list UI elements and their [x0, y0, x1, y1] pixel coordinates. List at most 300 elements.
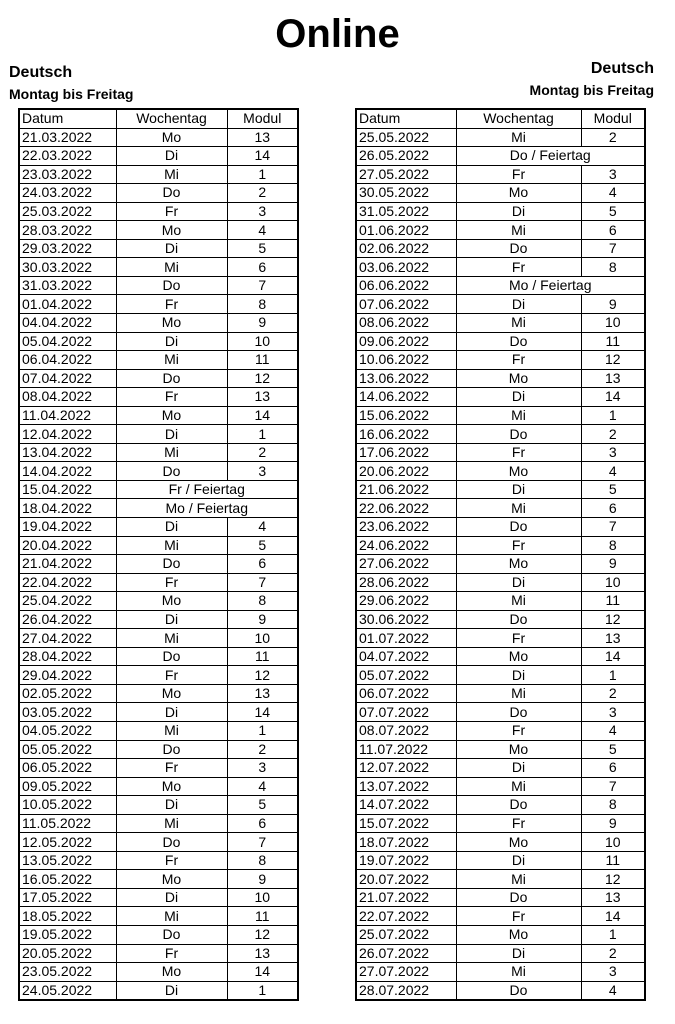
weekday-cell: Mo [456, 555, 581, 574]
right-header-days: Montag bis Freitag [529, 82, 654, 98]
date-cell: 18.07.2022 [356, 833, 456, 852]
column-header-date: Datum [356, 109, 456, 128]
date-cell: 14.04.2022 [19, 462, 116, 481]
date-cell: 26.07.2022 [356, 944, 456, 963]
date-cell: 27.05.2022 [356, 165, 456, 184]
table-row [356, 406, 645, 425]
date-cell: 19.05.2022 [19, 926, 116, 945]
weekday-cell: Mi [456, 313, 581, 332]
table-row [356, 239, 645, 258]
date-cell: 07.04.2022 [19, 369, 116, 388]
date-cell: 01.07.2022 [356, 629, 456, 648]
weekday-cell: Mo [456, 462, 581, 481]
weekday-cell: Mo [116, 313, 227, 332]
date-cell: 09.05.2022 [19, 777, 116, 796]
module-cell: 8 [227, 295, 298, 314]
table-header-row [356, 109, 645, 128]
table-row [19, 647, 298, 666]
date-cell: 29.03.2022 [19, 239, 116, 258]
table-row [19, 870, 298, 889]
weekday-cell: Mo [116, 128, 227, 147]
table-row [356, 888, 645, 907]
weekday-cell: Fr [456, 351, 581, 370]
table-row [19, 239, 298, 258]
date-cell: 22.03.2022 [19, 147, 116, 166]
module-cell: 4 [581, 981, 645, 1000]
table-row [19, 517, 298, 536]
date-cell: 23.03.2022 [19, 165, 116, 184]
weekday-cell: Do [456, 796, 581, 815]
module-cell: 6 [581, 499, 645, 518]
module-cell: 7 [227, 833, 298, 852]
weekday-cell: Fr [116, 944, 227, 963]
weekday-cell: Do [456, 981, 581, 1000]
table-row [356, 276, 645, 295]
table-row [356, 573, 645, 592]
table-row [356, 147, 645, 166]
table-row [356, 128, 645, 147]
date-cell: 20.04.2022 [19, 536, 116, 555]
date-cell: 25.04.2022 [19, 592, 116, 611]
module-cell: 14 [227, 703, 298, 722]
weekday-cell: Di [116, 425, 227, 444]
module-cell: 11 [227, 647, 298, 666]
module-cell: 12 [227, 369, 298, 388]
table-row [356, 517, 645, 536]
module-cell: 3 [581, 963, 645, 982]
module-cell: 12 [581, 610, 645, 629]
date-cell: 27.04.2022 [19, 629, 116, 648]
module-cell: 2 [227, 443, 298, 462]
holiday-cell: Mo / Feiertag [456, 276, 645, 295]
weekday-cell: Di [116, 147, 227, 166]
weekday-cell: Do [116, 740, 227, 759]
table-row [356, 963, 645, 982]
table-row [19, 814, 298, 833]
weekday-cell: Mi [456, 499, 581, 518]
module-cell: 10 [581, 833, 645, 852]
table-row [19, 777, 298, 796]
weekday-cell: Fr [456, 258, 581, 277]
table-row [356, 647, 645, 666]
weekday-cell: Fr [456, 629, 581, 648]
date-cell: 24.06.2022 [356, 536, 456, 555]
weekday-cell: Fr [116, 851, 227, 870]
date-cell: 19.04.2022 [19, 517, 116, 536]
date-cell: 20.05.2022 [19, 944, 116, 963]
weekday-cell: Do [456, 239, 581, 258]
date-cell: 21.07.2022 [356, 888, 456, 907]
date-cell: 10.06.2022 [356, 351, 456, 370]
weekday-cell: Fr [116, 388, 227, 407]
column-header-module: Modul [227, 109, 298, 128]
weekday-cell: Di [456, 851, 581, 870]
date-cell: 04.04.2022 [19, 313, 116, 332]
module-cell: 1 [227, 981, 298, 1000]
table-row [19, 796, 298, 815]
weekday-cell: Do [116, 462, 227, 481]
weekday-cell: Mi [116, 722, 227, 741]
date-cell: 20.07.2022 [356, 870, 456, 889]
weekday-cell: Mo [116, 406, 227, 425]
table-header-row [19, 109, 298, 128]
weekday-cell: Mi [116, 351, 227, 370]
module-cell: 9 [581, 295, 645, 314]
date-cell: 27.07.2022 [356, 963, 456, 982]
module-cell: 7 [227, 573, 298, 592]
date-cell: 17.06.2022 [356, 443, 456, 462]
date-cell: 20.06.2022 [356, 462, 456, 481]
module-cell: 13 [581, 888, 645, 907]
table-row [19, 555, 298, 574]
module-cell: 5 [581, 740, 645, 759]
weekday-cell: Mo [456, 369, 581, 388]
table-row [19, 703, 298, 722]
module-cell: 3 [581, 703, 645, 722]
table-row [19, 499, 298, 518]
weekday-cell: Do [116, 184, 227, 203]
weekday-cell: Di [116, 517, 227, 536]
weekday-cell: Do [116, 555, 227, 574]
table-row [19, 907, 298, 926]
module-cell: 5 [581, 480, 645, 499]
weekday-cell: Do [116, 369, 227, 388]
module-cell: 9 [581, 814, 645, 833]
date-cell: 26.05.2022 [356, 147, 456, 166]
date-cell: 13.04.2022 [19, 443, 116, 462]
table-row [356, 388, 645, 407]
table-row [356, 313, 645, 332]
module-cell: 12 [227, 926, 298, 945]
date-cell: 29.06.2022 [356, 592, 456, 611]
weekday-cell: Mi [116, 165, 227, 184]
weekday-cell: Do [116, 833, 227, 852]
date-cell: 12.04.2022 [19, 425, 116, 444]
module-cell: 1 [227, 722, 298, 741]
module-cell: 4 [581, 722, 645, 741]
weekday-cell: Do [456, 610, 581, 629]
table-row [19, 536, 298, 555]
date-cell: 10.05.2022 [19, 796, 116, 815]
date-cell: 15.04.2022 [19, 480, 116, 499]
module-cell: 11 [581, 332, 645, 351]
schedule-table-right [355, 108, 646, 1001]
date-cell: 08.07.2022 [356, 722, 456, 741]
table-row [19, 221, 298, 240]
module-cell: 1 [227, 425, 298, 444]
table-row [19, 480, 298, 499]
date-cell: 28.07.2022 [356, 981, 456, 1000]
weekday-cell: Mo [116, 870, 227, 889]
holiday-cell: Fr / Feiertag [116, 480, 298, 499]
date-cell: 22.07.2022 [356, 907, 456, 926]
table-row [19, 722, 298, 741]
weekday-cell: Mi [116, 443, 227, 462]
date-cell: 28.03.2022 [19, 221, 116, 240]
date-cell: 29.04.2022 [19, 666, 116, 685]
date-cell: 19.07.2022 [356, 851, 456, 870]
date-cell: 07.06.2022 [356, 295, 456, 314]
weekday-cell: Fr [456, 536, 581, 555]
weekday-cell: Mi [116, 258, 227, 277]
module-cell: 9 [227, 610, 298, 629]
date-cell: 09.06.2022 [356, 332, 456, 351]
date-cell: 16.06.2022 [356, 425, 456, 444]
date-cell: 11.07.2022 [356, 740, 456, 759]
weekday-cell: Fr [116, 666, 227, 685]
table-row [19, 851, 298, 870]
module-cell: 6 [227, 814, 298, 833]
date-cell: 03.06.2022 [356, 258, 456, 277]
date-cell: 06.05.2022 [19, 759, 116, 778]
table-row [19, 165, 298, 184]
weekday-cell: Mo [116, 963, 227, 982]
module-cell: 5 [581, 202, 645, 221]
weekday-cell: Mo [456, 740, 581, 759]
weekday-cell: Mi [116, 814, 227, 833]
module-cell: 3 [227, 202, 298, 221]
module-cell: 1 [581, 406, 645, 425]
column-header-weekday: Wochentag [116, 109, 227, 128]
column-header-weekday: Wochentag [456, 109, 581, 128]
table-row [356, 759, 645, 778]
date-cell: 02.05.2022 [19, 684, 116, 703]
module-cell: 8 [227, 592, 298, 611]
table-row [19, 258, 298, 277]
table-row [356, 814, 645, 833]
date-cell: 25.03.2022 [19, 202, 116, 221]
table-row [356, 202, 645, 221]
table-row [19, 944, 298, 963]
table-row [19, 629, 298, 648]
table-row [356, 722, 645, 741]
weekday-cell: Fr [456, 443, 581, 462]
table-row [19, 888, 298, 907]
date-cell: 23.06.2022 [356, 517, 456, 536]
holiday-cell: Do / Feiertag [456, 147, 645, 166]
date-cell: 30.06.2022 [356, 610, 456, 629]
weekday-cell: Mo [116, 777, 227, 796]
module-cell: 6 [581, 221, 645, 240]
weekday-cell: Mo [456, 926, 581, 945]
module-cell: 14 [227, 406, 298, 425]
column-header-date: Datum [19, 109, 116, 128]
module-cell: 8 [581, 258, 645, 277]
date-cell: 06.06.2022 [356, 276, 456, 295]
weekday-cell: Do [456, 888, 581, 907]
table-row [19, 610, 298, 629]
weekday-cell: Fr [116, 759, 227, 778]
weekday-cell: Di [456, 202, 581, 221]
date-cell: 26.04.2022 [19, 610, 116, 629]
date-cell: 15.06.2022 [356, 406, 456, 425]
date-cell: 18.05.2022 [19, 907, 116, 926]
module-cell: 8 [227, 851, 298, 870]
module-cell: 9 [227, 313, 298, 332]
module-cell: 1 [227, 165, 298, 184]
table-row [356, 351, 645, 370]
module-cell: 8 [581, 536, 645, 555]
table-row [19, 666, 298, 685]
date-cell: 08.06.2022 [356, 313, 456, 332]
weekday-cell: Di [456, 666, 581, 685]
module-cell: 10 [581, 573, 645, 592]
weekday-cell: Fr [116, 202, 227, 221]
date-cell: 16.05.2022 [19, 870, 116, 889]
module-cell: 7 [581, 517, 645, 536]
weekday-cell: Mi [116, 907, 227, 926]
table-row [356, 221, 645, 240]
date-cell: 21.06.2022 [356, 480, 456, 499]
table-row [19, 332, 298, 351]
table-row [19, 963, 298, 982]
module-cell: 5 [227, 239, 298, 258]
column-header-module: Modul [581, 109, 645, 128]
table-row [356, 870, 645, 889]
table-row [356, 184, 645, 203]
table-row [356, 332, 645, 351]
table-row [356, 369, 645, 388]
table-row [19, 369, 298, 388]
weekday-cell: Di [456, 573, 581, 592]
date-cell: 07.07.2022 [356, 703, 456, 722]
table-row [19, 388, 298, 407]
left-header [9, 63, 133, 103]
weekday-cell: Di [116, 332, 227, 351]
page-title: Online [275, 12, 400, 56]
weekday-cell: Mi [116, 536, 227, 555]
table-row [356, 907, 645, 926]
date-cell: 30.05.2022 [356, 184, 456, 203]
weekday-cell: Fr [456, 907, 581, 926]
module-cell: 2 [227, 740, 298, 759]
weekday-cell: Di [456, 944, 581, 963]
module-cell: 13 [227, 944, 298, 963]
date-cell: 02.06.2022 [356, 239, 456, 258]
right-header-language: Deutsch [590, 60, 654, 77]
weekday-cell: Mi [456, 128, 581, 147]
date-cell: 05.05.2022 [19, 740, 116, 759]
date-cell: 05.04.2022 [19, 332, 116, 351]
date-cell: 13.07.2022 [356, 777, 456, 796]
weekday-cell: Di [116, 981, 227, 1000]
module-cell: 5 [227, 796, 298, 815]
weekday-cell: Mo [116, 684, 227, 703]
weekday-cell: Do [456, 517, 581, 536]
date-cell: 28.04.2022 [19, 647, 116, 666]
table-row [19, 128, 298, 147]
weekday-cell: Mo [116, 221, 227, 240]
module-cell: 14 [581, 907, 645, 926]
table-row [19, 926, 298, 945]
date-cell: 12.07.2022 [356, 759, 456, 778]
weekday-cell: Mo [456, 833, 581, 852]
module-cell: 14 [581, 388, 645, 407]
schedule-table-left [18, 108, 299, 1001]
module-cell: 14 [227, 963, 298, 982]
module-cell: 10 [227, 888, 298, 907]
date-cell: 08.04.2022 [19, 388, 116, 407]
weekday-cell: Mi [456, 684, 581, 703]
weekday-cell: Di [456, 388, 581, 407]
table-row [356, 629, 645, 648]
weekday-cell: Di [456, 480, 581, 499]
module-cell: 12 [581, 351, 645, 370]
table-row [356, 777, 645, 796]
date-cell: 11.05.2022 [19, 814, 116, 833]
date-cell: 06.04.2022 [19, 351, 116, 370]
module-cell: 7 [227, 276, 298, 295]
table-row [19, 313, 298, 332]
weekday-cell: Mi [456, 221, 581, 240]
module-cell: 13 [227, 128, 298, 147]
weekday-cell: Mi [456, 963, 581, 982]
weekday-cell: Fr [456, 722, 581, 741]
table-row [356, 981, 645, 1000]
date-cell: 17.05.2022 [19, 888, 116, 907]
date-cell: 11.04.2022 [19, 406, 116, 425]
date-cell: 25.05.2022 [356, 128, 456, 147]
module-cell: 9 [227, 870, 298, 889]
module-cell: 2 [581, 425, 645, 444]
left-header-language: Deutsch [9, 64, 73, 81]
module-cell: 12 [227, 666, 298, 685]
module-cell: 10 [227, 629, 298, 648]
table-row [356, 165, 645, 184]
table-row [19, 443, 298, 462]
date-cell: 31.03.2022 [19, 276, 116, 295]
weekday-cell: Mi [456, 777, 581, 796]
module-cell: 3 [581, 165, 645, 184]
module-cell: 11 [581, 851, 645, 870]
table-row [356, 462, 645, 481]
date-cell: 01.06.2022 [356, 221, 456, 240]
date-cell: 14.06.2022 [356, 388, 456, 407]
module-cell: 8 [581, 796, 645, 815]
module-cell: 13 [227, 684, 298, 703]
weekday-cell: Di [116, 888, 227, 907]
weekday-cell: Fr [116, 573, 227, 592]
left-header-days: Montag bis Freitag [9, 86, 134, 102]
weekday-cell: Fr [456, 814, 581, 833]
module-cell: 5 [227, 536, 298, 555]
module-cell: 10 [581, 313, 645, 332]
weekday-cell: Do [456, 703, 581, 722]
module-cell: 11 [227, 907, 298, 926]
table-row [356, 258, 645, 277]
date-cell: 13.05.2022 [19, 851, 116, 870]
date-cell: 27.06.2022 [356, 555, 456, 574]
table-row [19, 573, 298, 592]
table-row [19, 759, 298, 778]
weekday-cell: Fr [116, 295, 227, 314]
date-cell: 22.06.2022 [356, 499, 456, 518]
table-row [356, 555, 645, 574]
date-cell: 13.06.2022 [356, 369, 456, 388]
module-cell: 2 [581, 944, 645, 963]
date-cell: 24.05.2022 [19, 981, 116, 1000]
date-cell: 31.05.2022 [356, 202, 456, 221]
module-cell: 3 [227, 759, 298, 778]
module-cell: 3 [227, 462, 298, 481]
module-cell: 2 [581, 684, 645, 703]
weekday-cell: Mi [456, 406, 581, 425]
module-cell: 3 [581, 443, 645, 462]
date-cell: 25.07.2022 [356, 926, 456, 945]
table-row [19, 981, 298, 1000]
table-row [356, 295, 645, 314]
table-row [19, 740, 298, 759]
